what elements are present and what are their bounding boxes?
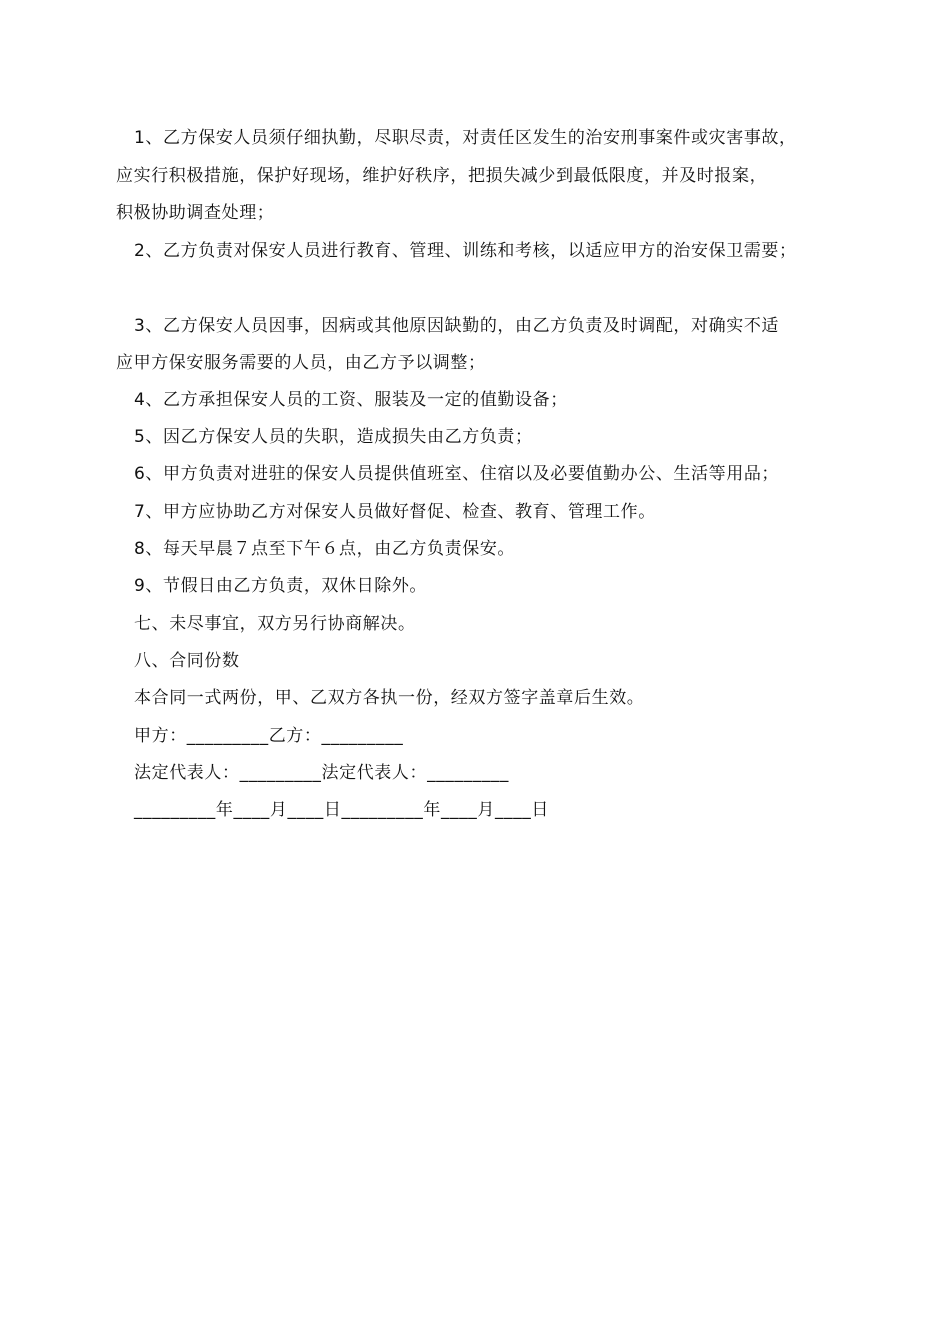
clause-9: 9、节假日由乙方负责，双休日除外。 xyxy=(134,576,428,596)
clause-4: 4、乙方承担保安人员的工资、服装及一定的值勤设备； xyxy=(134,390,568,410)
section-8-body: 本合同一式两份，甲、乙双方各执一份，经双方签字盖章后生效。 xyxy=(134,688,645,708)
party-signature-line: 甲方：_________乙方：_________ xyxy=(134,726,404,746)
legal-rep-signature-line: 法定代表人：_________法定代表人：_________ xyxy=(134,763,509,783)
clause-3-line-2: 应甲方保安服务需要的人员，由乙方予以调整； xyxy=(116,353,486,373)
clause-1-line-3: 积极协助调查处理； xyxy=(116,203,275,223)
date-line: _________年____月____日_________年____月____日 xyxy=(134,800,549,820)
clause-8: 8、每天早晨７点至下午６点，由乙方负责保安。 xyxy=(134,539,516,559)
clause-5: 5、因乙方保安人员的失职，造成损失由乙方负责； xyxy=(134,427,533,447)
clause-6: 6、甲方负责对进驻的保安人员提供值班室、住宿以及必要值勤办公、生活等用品； xyxy=(134,464,780,484)
clause-2: 2、乙方负责对保安人员进行教育、管理、训练和考核，以适应甲方的治安保卫需要； xyxy=(134,241,797,261)
section-8-heading: 八、合同份数 xyxy=(134,651,240,671)
clause-1-line-1: 1、乙方保安人员须仔细执勤，尽职尽责，对责任区发生的治安刑事案件或灾害事故， xyxy=(134,128,797,148)
clause-3-line-1: 3、乙方保安人员因事，因病或其他原因缺勤的，由乙方负责及时调配，对确实不适 xyxy=(134,316,780,336)
section-7: 七、未尽事宜，双方另行协商解决。 xyxy=(134,614,416,634)
clause-1-line-2: 应实行积极措施，保护好现场，维护好秩序，把损失减少到最低限度，并及时报案， xyxy=(116,166,768,186)
clause-7: 7、甲方应协助乙方对保安人员做好督促、检查、教育、管理工作。 xyxy=(134,502,656,522)
